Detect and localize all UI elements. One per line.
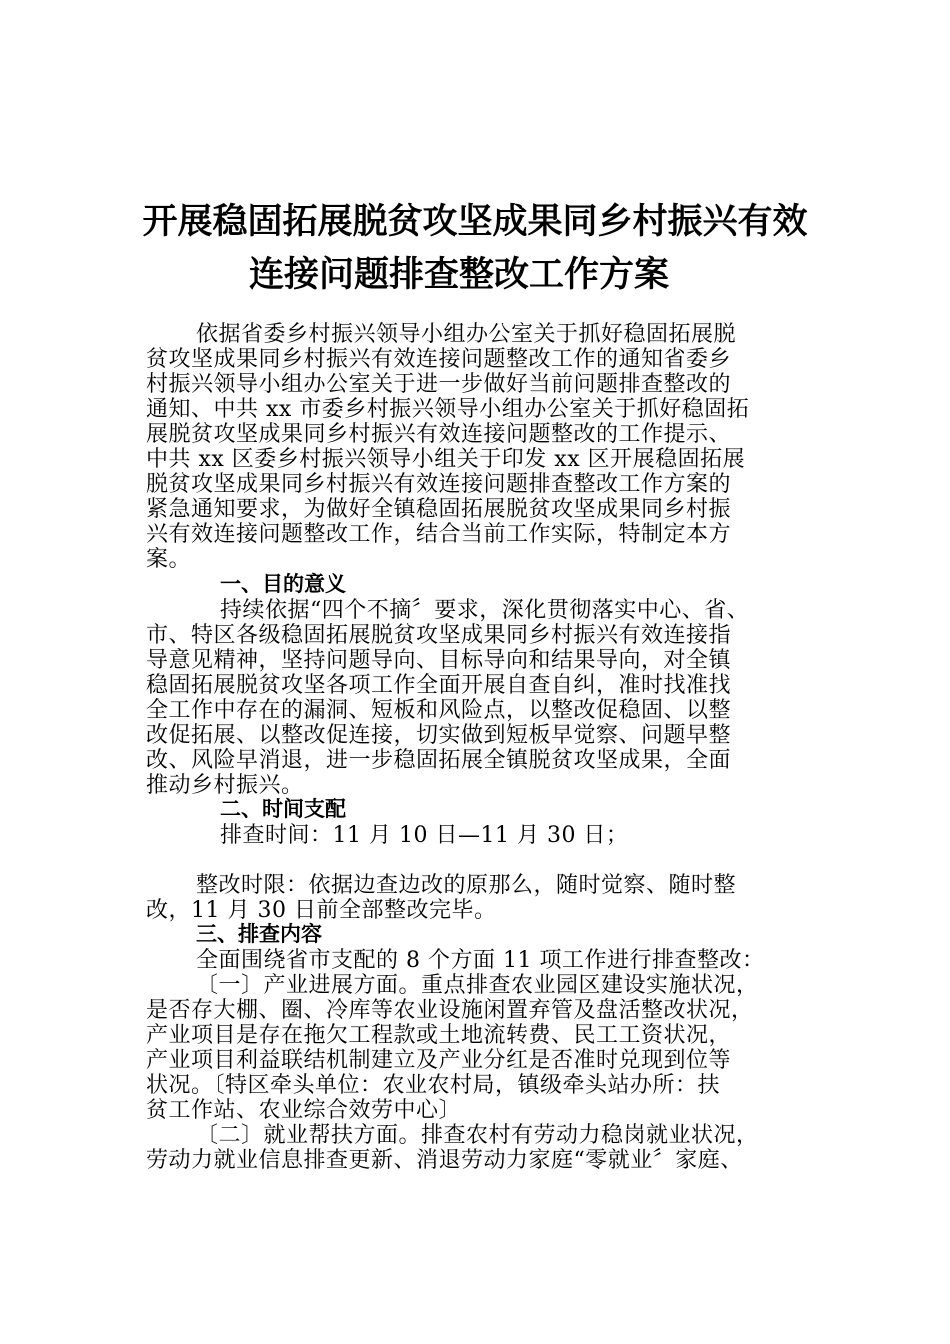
intro-line: 脱贫攻坚成果同乡村振兴有效连接问题排查整改工作方案的 bbox=[146, 472, 732, 497]
section-heading-purpose: 一、目的意义 bbox=[220, 572, 346, 596]
section1-line: 推动乡村振兴。 bbox=[146, 773, 304, 798]
intro-line: 紧急通知要求，为做好全镇稳固拓展脱贫攻坚成果同乡村振 bbox=[146, 497, 732, 522]
intro-line: 案。 bbox=[146, 547, 192, 572]
document-title-line-1: 开展稳固拓展脱贫攻坚成果同乡村振兴有效 bbox=[142, 201, 808, 242]
section3-line: 全面围绕省市支配的 8 个方面 11 项工作进行排查整改： bbox=[196, 948, 765, 973]
intro-line: 中共 xx 区委乡村振兴领导小组关于印发 xx 区开展稳固拓展 bbox=[146, 447, 746, 472]
section1-line: 导意见精神，坚持问题导向、目标导向和结果导向，对全镇 bbox=[146, 648, 732, 673]
intro-line: 兴有效连接问题整改工作，结合当前工作实际，特制定本方 bbox=[146, 522, 732, 547]
section1-line: 全工作中存在的漏洞、短板和风险点，以整改促稳固、以整 bbox=[146, 698, 732, 723]
section-heading-content: 三、排查内容 bbox=[196, 922, 322, 946]
deadline-line: 改，11 月 30 日前全部整改完毕。 bbox=[146, 898, 497, 923]
section1-line: 市、特区各级稳固拓展脱贫攻坚成果同乡村振兴有效连接指 bbox=[146, 623, 732, 648]
section3-line: 贫工作站、农业综合效劳中心〕 bbox=[146, 1098, 462, 1123]
intro-line: 村振兴领导小组办公室关于进一步做好当前问题排查整改的 bbox=[146, 372, 732, 397]
section1-line: 改促拓展、以整改促连接，切实做到短板早觉察、问题早整 bbox=[146, 723, 732, 748]
intro-line: 通知、中共 xx 市委乡村振兴领导小组办公室关于抓好稳固拓 bbox=[146, 397, 750, 422]
section3-line: 〔一〕产业进展方面。重点排查农业园区建设实施状况， bbox=[196, 973, 759, 998]
document-title-line-2: 连接问题排查整改工作方案 bbox=[248, 254, 669, 295]
section3-line: 状况。〔特区牵头单位：农业农村局，镇级牵头站办所：扶 bbox=[146, 1073, 721, 1098]
schedule-line: 排查时间：11 月 10 日—11 月 30 日； bbox=[220, 823, 629, 848]
section3-line: 〔二〕就业帮扶方面。排查农村有劳动力稳岗就业状况， bbox=[196, 1123, 759, 1148]
section3-line: 劳动力就业信息排查更新、消退劳动力家庭“零就业〞家庭、 bbox=[146, 1148, 743, 1173]
section-heading-schedule: 二、时间支配 bbox=[220, 797, 346, 821]
intro-line: 贫攻坚成果同乡村振兴有效连接问题整改工作的通知省委乡 bbox=[146, 347, 732, 372]
deadline-line: 整改时限：依据边查边改的原那么，随时觉察、随时整 bbox=[196, 873, 737, 898]
section3-line: 是否存大棚、圈、冷库等农业设施闲置弃管及盘活整改状况， bbox=[146, 998, 754, 1023]
section1-line: 改、风险早消退，进一步稳固拓展全镇脱贫攻坚成果，全面 bbox=[146, 748, 732, 773]
section3-line: 产业项目是存在拖欠工程款或土地流转费、民工工资状况， bbox=[146, 1023, 732, 1048]
section3-line: 产业项目利益联结机制建立及产业分红是否准时兑现到位等 bbox=[146, 1048, 732, 1073]
intro-line: 依据省委乡村振兴领导小组办公室关于抓好稳固拓展脱 bbox=[196, 322, 737, 347]
section1-line: 持续依据“四个不摘〞要求，深化贯彻落实中心、省、 bbox=[220, 598, 750, 623]
section1-line: 稳固拓展脱贫攻坚各项工作全面开展自查自纠，准时找准找 bbox=[146, 673, 732, 698]
intro-line: 展脱贫攻坚成果同乡村振兴有效连接问题整改的工作提示、 bbox=[146, 422, 732, 447]
